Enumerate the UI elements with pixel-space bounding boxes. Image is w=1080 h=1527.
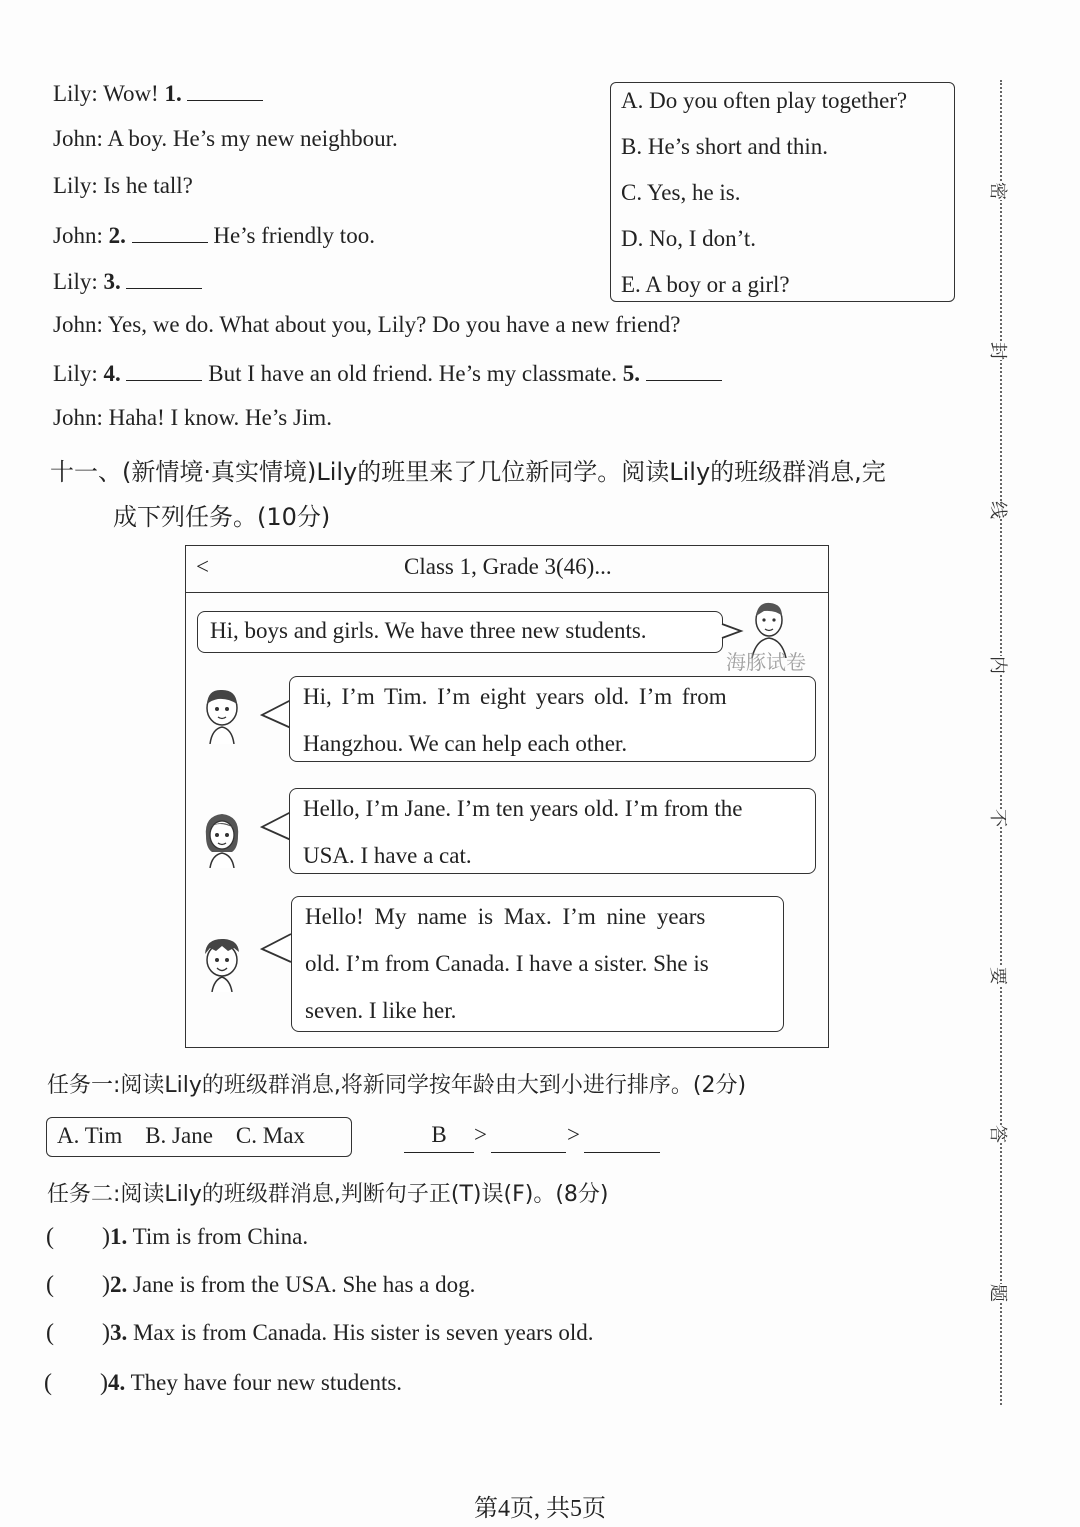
task-1-title: 任务一:阅读Lily的班级群消息,将新同学按年龄由大到小进行排序。(2分) — [47, 1073, 747, 1098]
back-icon[interactable]: < — [196, 554, 209, 579]
option-d: D. No, I don’t. — [621, 226, 757, 251]
tf-item-4: ( )4. They have four new students. — [44, 1370, 403, 1396]
seal-dotted-line — [1000, 80, 1002, 1405]
task-2-title: 任务二:阅读Lily的班级群消息,判断句子正(T)误(F)。(8分) — [47, 1182, 609, 1207]
margin-label-2: 封 — [986, 342, 1012, 360]
jane-bubble-tail — [260, 810, 292, 844]
margin-label-8: 题 — [986, 1284, 1012, 1302]
dialogue-line-6: John: Yes, we do. What about you, Lily? Do you have a new friend? — [53, 312, 681, 337]
option-e: E. A boy or a girl? — [621, 272, 790, 297]
tf-answer-paren[interactable]: ( ) — [46, 1320, 110, 1346]
option-a: A. Do you often play together? — [621, 88, 908, 113]
chat-title: Class 1, Grade 3(46)... — [404, 554, 612, 579]
max-avatar-icon — [198, 934, 246, 992]
teacher-bubble-tail — [721, 620, 745, 642]
option-c: C. Yes, he is. — [621, 180, 741, 205]
tim-bubble-tail — [260, 698, 292, 732]
answer-blank-3[interactable] — [126, 266, 202, 289]
margin-label-6: 要 — [986, 967, 1012, 985]
tim-message-line-2: Hangzhou. We can help each other. — [303, 731, 628, 756]
task-1-choices-box — [46, 1117, 352, 1157]
watermark: 海豚试卷 — [726, 650, 806, 674]
class-chat-window — [185, 545, 829, 1048]
dialogue-line-1: Lily: Wow! 1. — [53, 78, 263, 107]
answer-blank-4[interactable] — [126, 358, 202, 381]
task-1-choices: A. Tim B. Jane C. Max — [57, 1123, 305, 1148]
tf-item-2: ( )2. Jane is from the USA. She has a dog. — [46, 1272, 476, 1298]
dialogue-line-4: John: 2. He’s friendly too. — [53, 220, 375, 249]
margin-label-5: 不 — [986, 809, 1012, 827]
margin-label-7: 答 — [986, 1125, 1012, 1143]
jane-avatar-icon — [198, 808, 246, 868]
margin-label-3: 线 — [986, 501, 1012, 519]
margin-label-1: 密 — [986, 182, 1012, 200]
tf-item-1: ( )1. Tim is from China. — [46, 1224, 309, 1250]
tim-avatar-icon — [198, 684, 246, 744]
dialogue-line-7: Lily: 4. But I have an old friend. He’s my classmate. 5. — [53, 358, 722, 387]
answer-blank-2[interactable] — [132, 220, 208, 243]
option-b: B. He’s short and thin. — [621, 134, 828, 159]
tim-message-bubble — [289, 676, 816, 762]
max-message-line-1: Hello! My name is Max. I’m nine years — [305, 904, 706, 929]
jane-message-line-2: USA. I have a cat. — [303, 843, 472, 868]
jane-message-line-1: Hello, I’m Jane. I’m ten years old. I’m from the — [303, 796, 743, 821]
order-answer-3[interactable] — [584, 1122, 660, 1153]
chat-header — [186, 546, 828, 593]
teacher-message-bubble — [197, 611, 723, 653]
tim-message-line-1: Hi, I’m Tim. I’m eight years old. I’m from — [303, 684, 727, 709]
section-11-title: 十一、(新情境·真实情境)Lily的班里来了几位新同学。阅读Lily的班级群消息,完 — [50, 458, 886, 486]
answer-blank-1[interactable] — [187, 78, 263, 101]
max-bubble-tail — [260, 932, 292, 966]
tf-answer-paren[interactable]: ( ) — [44, 1370, 108, 1396]
tf-answer-paren[interactable]: ( ) — [46, 1272, 110, 1298]
greater-than-2: > — [567, 1122, 580, 1147]
order-answer-2[interactable] — [491, 1122, 566, 1153]
answer-blank-5[interactable] — [646, 358, 722, 381]
greater-than-1: > — [474, 1122, 487, 1147]
teacher-message-text: Hi, boys and girls. We have three new students. — [210, 618, 647, 643]
margin-label-4: 内 — [986, 656, 1012, 674]
max-message-line-2: old. I’m from Canada. I have a sister. She is — [305, 951, 709, 976]
max-message-bubble — [291, 896, 784, 1032]
tf-item-3: ( )3. Max is from Canada. His sister is seven years old. — [46, 1320, 594, 1346]
page-footer: 第4页, 共5页 — [474, 1496, 606, 1522]
max-message-line-3: seven. I like her. — [305, 998, 457, 1023]
dialogue-line-3: Lily: Is he tall? — [53, 173, 193, 198]
dialogue-line-5: Lily: 3. — [53, 266, 202, 295]
jane-message-bubble — [289, 788, 816, 874]
section-11-title-cont: 成下列任务。(10分) — [113, 503, 331, 531]
order-answer-1[interactable]: B — [404, 1122, 474, 1153]
dialogue-line-2: John: A boy. He’s my new neighbour. — [53, 126, 398, 151]
options-box — [610, 82, 955, 302]
dialogue-line-8: John: Haha! I know. He’s Jim. — [53, 405, 332, 430]
tf-answer-paren[interactable]: ( ) — [46, 1224, 110, 1250]
